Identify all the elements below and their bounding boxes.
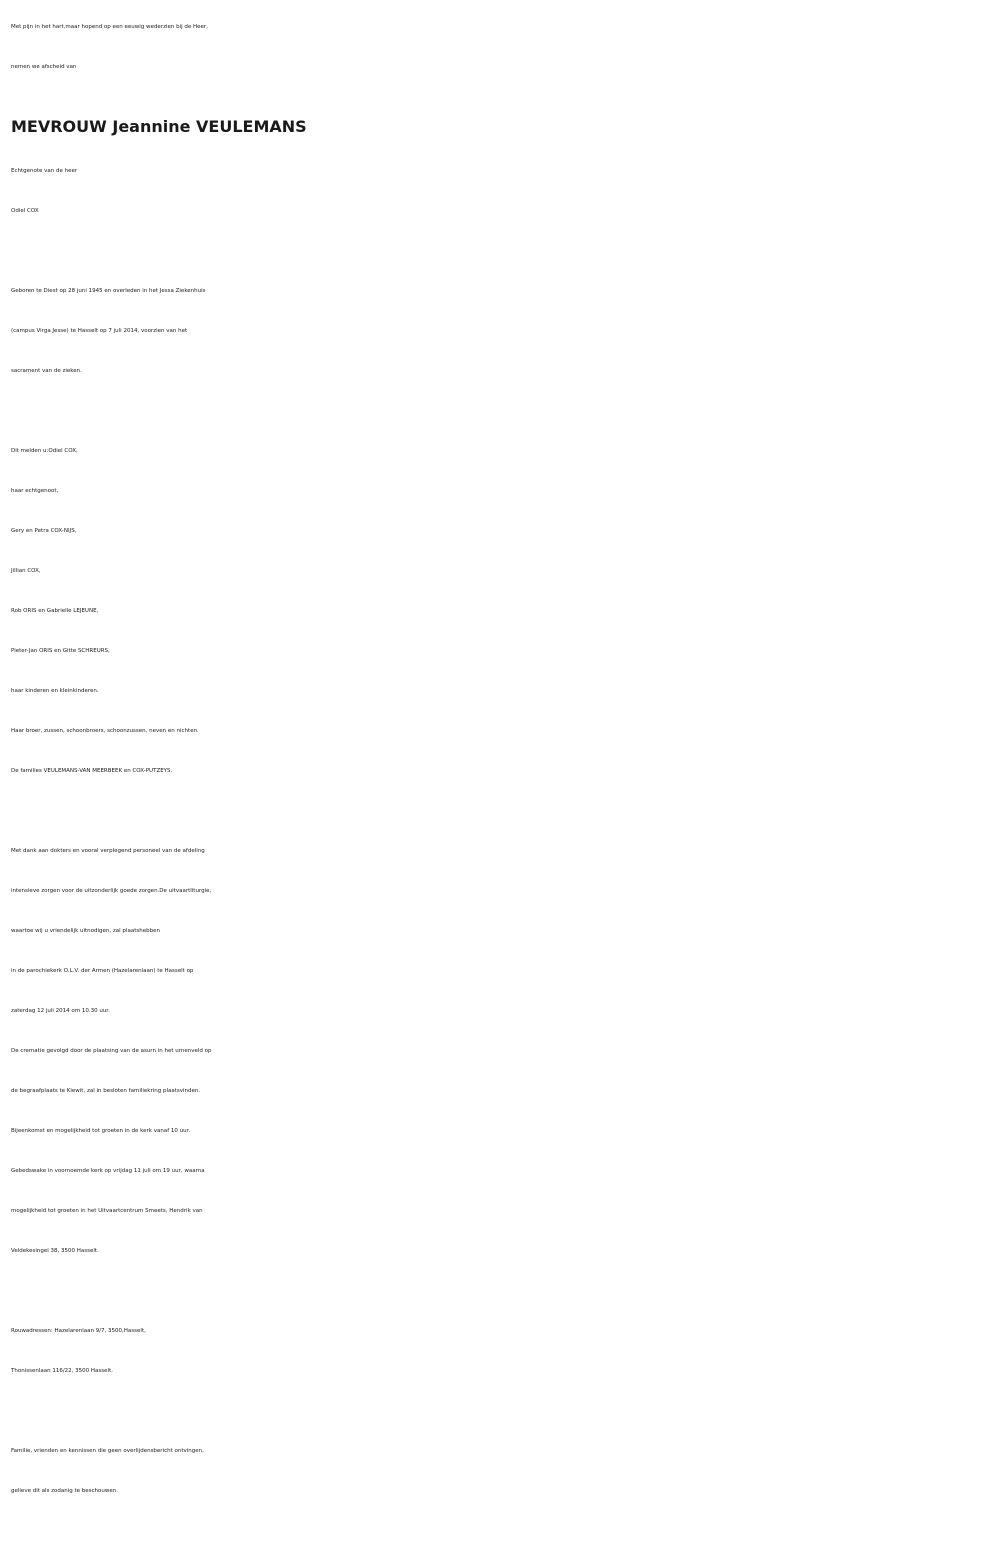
paragraph-gap xyxy=(11,391,991,431)
family-line: Pieter-Jan ORIS en Gitte SCHREURS, xyxy=(11,648,110,654)
paragraph-gap xyxy=(11,791,991,831)
family-line: Gery en Petra COX-NIJS, xyxy=(11,528,77,534)
closing-line: Familie, vrienden en kennissen die geen overlijdensbericht ontvingen, xyxy=(11,1448,204,1454)
closing-line: gelieve dit als zodanig te beschouwen. xyxy=(11,1488,119,1494)
birth-death-line: (campus Virga Jesse) te Hasselt op 7 juli 2014, voorzien van het xyxy=(11,328,188,334)
ceremony-line: De crematie gevolgd door de plaatsing van de asurn in het urnenveld op xyxy=(11,1048,212,1054)
obituary-document xyxy=(11,7,991,1511)
address-line: Rouwadressen: Hazelarenlaan 9/7, 3500,Hasselt, xyxy=(11,1328,146,1334)
spouse-line: Odiel COX xyxy=(11,208,39,214)
paragraph-gap xyxy=(11,231,991,271)
intro-section xyxy=(11,7,991,87)
intro-line: Met pijn in het hart,maar hopend op een eeuwig wederzien bij de Heer, xyxy=(11,24,208,30)
paragraph-gap xyxy=(11,1391,991,1431)
ceremony-line: mogelijkheid tot groeten in het Uitvaartcentrum Smeets, Hendrik van xyxy=(11,1208,203,1214)
ceremony-line: Veldekesingel 38, 3500 Hasselt. xyxy=(11,1248,99,1254)
ceremony-line: Met dank aan dokters en vooral verplegend personeel van de afdeling xyxy=(11,848,205,854)
ceremony-line: Bijeenkomst en mogelijkheid tot groeten in de kerk vanaf 10 uur. xyxy=(11,1128,191,1134)
addresses-section xyxy=(11,1311,991,1391)
spouse-section xyxy=(11,151,991,231)
family-line: haar kinderen en kleinkinderen. xyxy=(11,688,99,694)
birth-death-section xyxy=(11,271,991,391)
ceremony-line: waartoe wij u vriendelijk uitnodigen, zal plaatshebben xyxy=(11,928,160,934)
family-line: Jillian COX, xyxy=(11,568,41,574)
intro-line: nemen we afscheid van xyxy=(11,64,77,70)
family-line: haar echtgenoot, xyxy=(11,488,59,494)
birth-death-line: Geboren te Diest op 28 juni 1945 en overleden in het Jessa Ziekenhuis xyxy=(11,288,206,294)
spouse-line: Echtgenote van de heer xyxy=(11,168,78,174)
birth-death-line: sacrament van de zieken. xyxy=(11,368,82,374)
ceremony-line: de begraafplaats te Kiewit, zal in besloten familiekring plaatsvinden. xyxy=(11,1088,201,1094)
family-line: Dit melden u:Odiel COX, xyxy=(11,448,78,454)
closing-section xyxy=(11,1431,991,1511)
ceremony-line: Gebedswake in voornoemde kerk op vrijdag 11 juli om 19 uur, waarna xyxy=(11,1168,205,1174)
address-line: Thonissenlaan 116/22, 3500 Hasselt. xyxy=(11,1368,113,1374)
family-line: Haar broer, zussen, schoonbroers, schoonzussen, neven en nichten. xyxy=(11,728,199,734)
ceremony-line: in de parochiekerk O.L.V. der Armen (Hazelarenlaan) te Hasselt op xyxy=(11,968,194,974)
ceremony-line: zaterdag 12 juli 2014 om 10.30 uur. xyxy=(11,1008,110,1014)
family-line: De families VEULEMANS-VAN MEERBEEK en COX-PUTZEYS. xyxy=(11,768,173,774)
ceremony-line: intensieve zorgen voor de uitzonderlijk goede zorgen.De uitvaartliturgie, xyxy=(11,888,212,894)
paragraph-gap xyxy=(11,1271,991,1311)
ceremony-section xyxy=(11,831,991,1271)
family-section xyxy=(11,431,991,791)
deceased-name: MEVROUW Jeannine VEULEMANS xyxy=(11,117,307,136)
family-line: Rob ORIS en Gabrielle LEJEUNE, xyxy=(11,608,99,614)
